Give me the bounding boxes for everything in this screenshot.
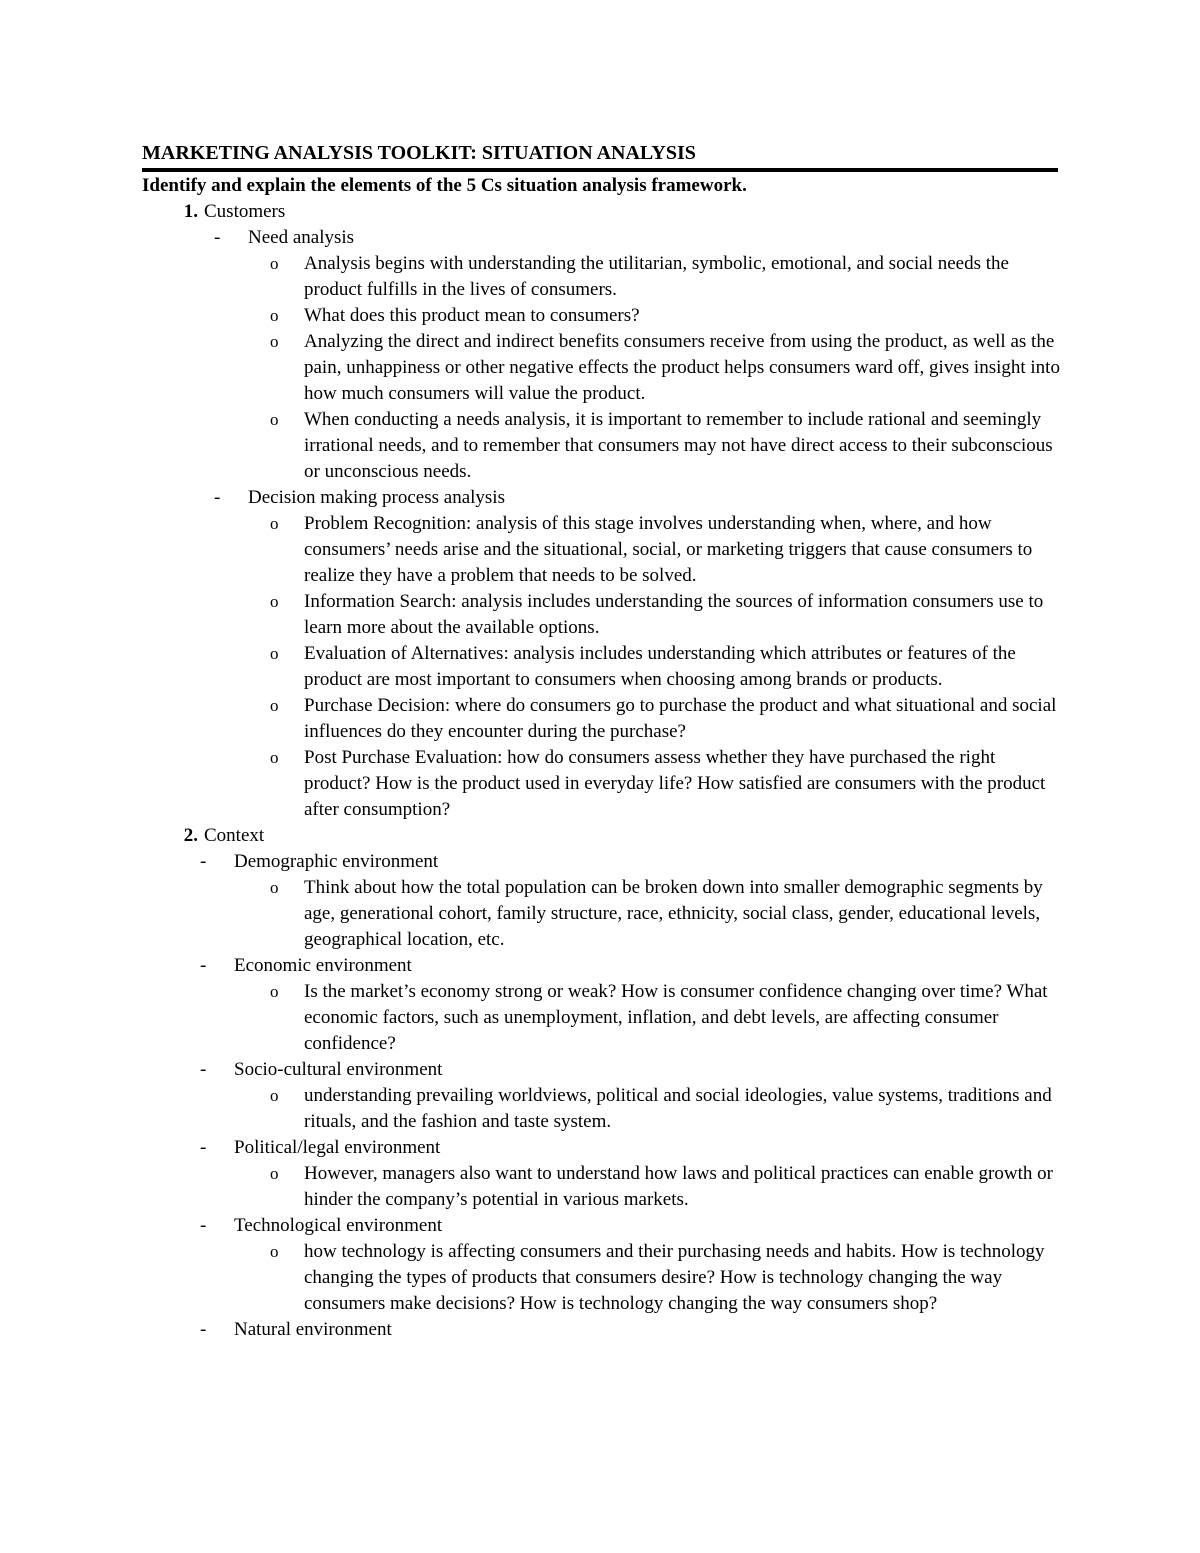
bullet-point (142, 745, 1060, 823)
bullet-point (142, 1161, 1060, 1213)
bullet-text: Purchase Decision: where do consumers go to purchase the product and what situational and social influences do they encounter during the purchase? (304, 695, 1057, 742)
section-customers (142, 199, 1060, 225)
topic-item (142, 225, 1060, 251)
bullet-point (142, 511, 1060, 589)
circle-bullet-icon: o (270, 1242, 279, 1261)
bullet-point (142, 875, 1060, 953)
bullet-point (142, 589, 1060, 641)
bullet-text: Analyzing the direct and indirect benefits consumers receive from using the product, as well as the pain, unhappiness or other negative effects the product helps consumers ward off, gives insight into how much consumers will value the product. (304, 331, 1060, 404)
topic-item (142, 1317, 1060, 1343)
dash-marker: - (214, 227, 221, 248)
topic-label: Socio-cultural environment (234, 1059, 443, 1080)
bullet-point (142, 303, 1060, 329)
bullet-text: Evaluation of Alternatives: analysis includes understanding which attributes or features of the product are most important to consumers when choosing among brands or products. (304, 643, 1016, 690)
bullet-point (142, 641, 1060, 693)
dash-marker: - (200, 851, 207, 872)
topic-item (142, 1057, 1060, 1083)
circle-bullet-icon: o (270, 1164, 279, 1183)
section-number: 1. (183, 201, 198, 222)
bullet-text: Analysis begins with understanding the utilitarian, symbolic, emotional, and social needs the product fulfills in the lives of consumers. (304, 253, 1009, 300)
topic-label: Economic environment (234, 955, 412, 976)
topic-item (142, 849, 1060, 875)
section-context (142, 823, 1060, 849)
circle-bullet-icon: o (270, 592, 279, 611)
bullet-point (142, 407, 1060, 485)
topic-label: Need analysis (248, 227, 355, 248)
bullet-point (142, 1083, 1060, 1135)
topic-label: Demographic environment (234, 851, 439, 872)
title-rule (142, 168, 1058, 172)
topic-label: Decision making process analysis (248, 487, 505, 508)
bullet-point (142, 979, 1060, 1057)
bullet-text: Information Search: analysis includes understanding the sources of information consumers use to learn more about the available options. (304, 591, 1044, 638)
circle-bullet-icon: o (270, 332, 279, 351)
outline (142, 199, 1060, 1343)
bullet-point (142, 693, 1060, 745)
circle-bullet-icon: o (270, 410, 279, 429)
bullet-point (142, 1239, 1060, 1317)
dash-marker: - (200, 1059, 207, 1080)
topic-label: Natural environment (234, 1319, 392, 1340)
bullet-text: Post Purchase Evaluation: how do consumers assess whether they have purchased the right product? How is the product used in everyday life? How satisfied are consumers with the product after consumption? (304, 747, 1046, 820)
circle-bullet-icon: o (270, 696, 279, 715)
bullet-text: understanding prevailing worldviews, political and social ideologies, value systems, traditions and rituals, and the fashion and taste system. (304, 1085, 1052, 1132)
topic-item (142, 953, 1060, 979)
dash-marker: - (200, 1137, 207, 1158)
circle-bullet-icon: o (270, 306, 279, 325)
bullet-point (142, 329, 1060, 407)
bullet-text: Think about how the total population can be broken down into smaller demographic segments by age, generational cohort, family structure, race, ethnicity, social class, gender, educational levels, geographical location, etc. (304, 877, 1043, 950)
section-heading: Context (204, 825, 265, 846)
circle-bullet-icon: o (270, 878, 279, 897)
document-title: MARKETING ANALYSIS TOOLKIT: SITUATION ANALYSIS (142, 142, 696, 164)
section-heading: Customers (204, 201, 286, 222)
section-number: 2. (183, 825, 198, 846)
bullet-text: Is the market’s economy strong or weak? How is consumer confidence changing over time? What economic factors, such as unemployment, inflation, and debt levels, are affecting consumer confidence? (304, 981, 1048, 1054)
bullet-text: When conducting a needs analysis, it is important to remember to include rational and seemingly irrational needs, and to remember that consumers may not have direct access to their subconscious or unconscious needs. (304, 409, 1053, 482)
circle-bullet-icon: o (270, 982, 279, 1001)
circle-bullet-icon: o (270, 644, 279, 663)
bullet-text: What does this product mean to consumers? (304, 305, 640, 326)
document-subtitle: Identify and explain the elements of the 5 Cs situation analysis framework. (142, 175, 747, 196)
bullet-text: Problem Recognition: analysis of this stage involves understanding when, where, and how consumers’ needs arise and the situational, social, or marketing triggers that cause consumers to realize they have a problem that needs to be solved. (304, 513, 1033, 586)
topic-label: Political/legal environment (234, 1137, 441, 1158)
dash-marker: - (200, 1319, 207, 1340)
topic-item (142, 1135, 1060, 1161)
dash-marker: - (200, 1215, 207, 1236)
bullet-text: how technology is affecting consumers and their purchasing needs and habits. How is technology changing the types of products that consumers desire? How is technology changing the way consumers make decisions? How is technology changing the way consumers shop? (304, 1241, 1045, 1314)
topic-item (142, 485, 1060, 511)
dash-marker: - (214, 487, 221, 508)
document-content (142, 142, 1060, 1343)
dash-marker: - (200, 955, 207, 976)
topic-item (142, 1213, 1060, 1239)
circle-bullet-icon: o (270, 254, 279, 273)
circle-bullet-icon: o (270, 748, 279, 767)
bullet-text: However, managers also want to understand how laws and political practices can enable growth or hinder the company’s potential in various markets. (304, 1163, 1053, 1210)
topic-label: Technological environment (234, 1215, 443, 1236)
circle-bullet-icon: o (270, 1086, 279, 1105)
circle-bullet-icon: o (270, 514, 279, 533)
bullet-point (142, 251, 1060, 303)
